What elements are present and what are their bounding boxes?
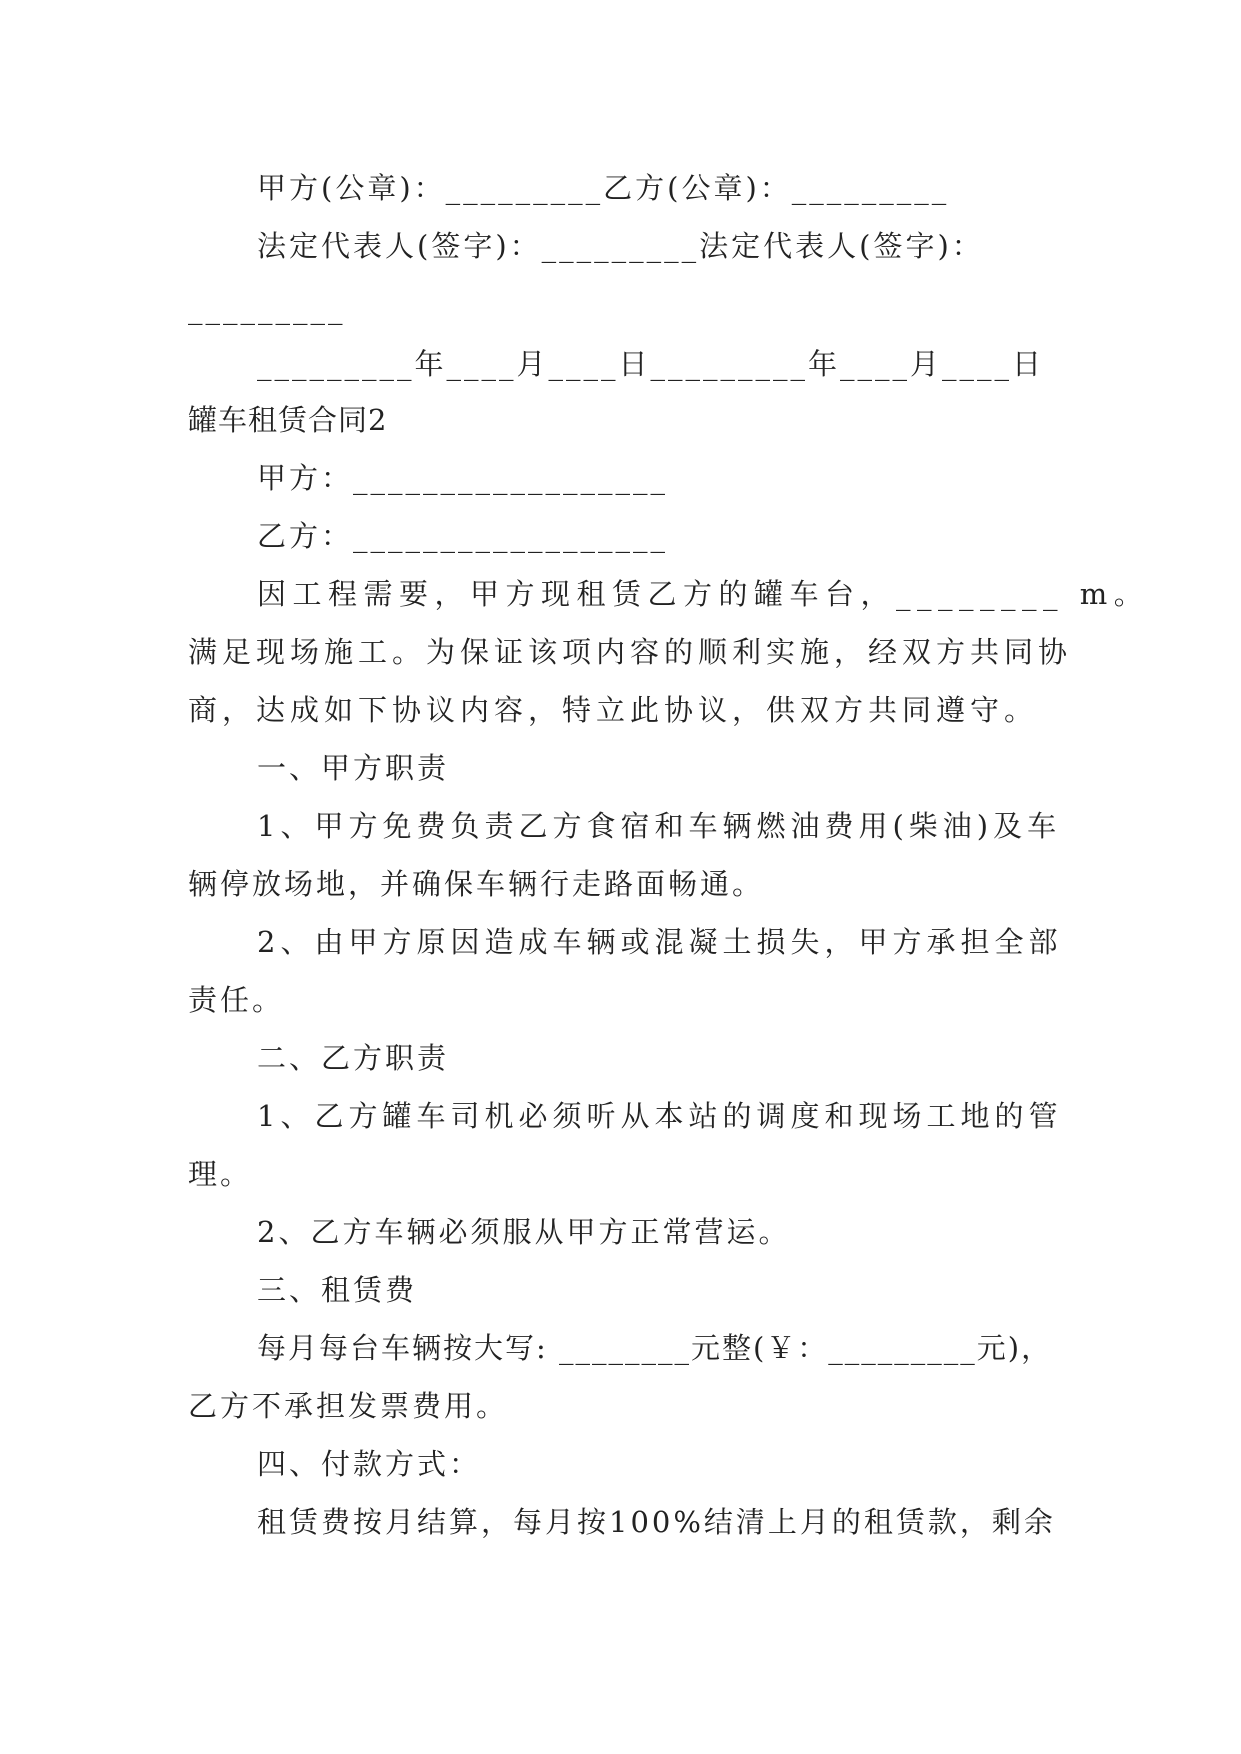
section-heading-4: 四、付款方式： [257, 1447, 482, 1481]
payment-method-line-1: 租赁费按月结算，每月按100%结清上月的租赁款，剩余 [257, 1505, 1056, 1539]
clause-1-1-line-1: 1、甲方免费负责乙方食宿和车辆燃油费用(柴油)及车 [257, 809, 1062, 843]
intro-paragraph-line-3: 商，达成如下协议内容，特立此协议，供双方共同遵守。 [188, 693, 1039, 727]
party-b-line: 乙方：__________________ [257, 519, 669, 553]
intro-paragraph-line-1: 因工程需要，甲方现租赁乙方的罐车台，________ m。 [257, 577, 1150, 611]
section-heading-2: 二、乙方职责 [257, 1041, 450, 1075]
clause-1-2-line-2: 责任。 [188, 983, 285, 1017]
clause-1-2-line-1: 2、由甲方原因造成车辆或混凝土损失，甲方承担全部 [257, 925, 1063, 959]
rental-fee-line-2: 乙方不承担发票费用。 [188, 1389, 509, 1423]
intro-paragraph-line-2: 满足现场施工。为保证该项内容的顺利实施，经双方共同协 [188, 635, 1073, 669]
signature-blank: _________ [188, 291, 346, 325]
clause-1-1-line-2: 辆停放场地，并确保车辆行走路面畅通。 [188, 867, 765, 901]
contract-title: 罐车租赁合同2 [188, 403, 388, 437]
clause-2-1-line-1: 1、乙方罐车司机必须听从本站的调度和现场工地的管 [257, 1099, 1063, 1133]
clause-2-2: 2、乙方车辆必须服从甲方正常营运。 [257, 1215, 791, 1249]
rental-fee-line-1: 每月每台车辆按大写: ________元整(￥：_________元)， [257, 1331, 1053, 1365]
section-heading-3: 三、租赁费 [257, 1273, 418, 1307]
section-heading-1: 一、甲方职责 [257, 751, 450, 785]
party-a-line: 甲方：__________________ [257, 461, 669, 495]
legal-representative-line: 法定代表人(签字)：_________法定代表人(签字)： [257, 229, 984, 263]
party-a-seal-line: 甲方(公章)：_________乙方(公章)：_________ [257, 171, 950, 205]
clause-2-1-line-2: 理。 [188, 1157, 253, 1191]
date-line: _________年____月____日_________年____月____日 [257, 347, 1045, 381]
